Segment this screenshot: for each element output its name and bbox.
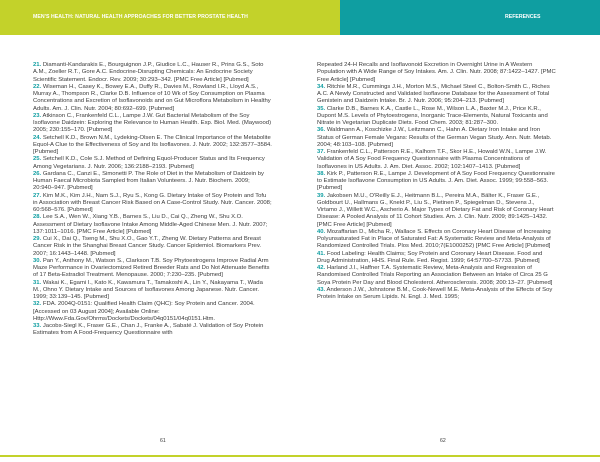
reference-entry: [33, 193, 272, 215]
reference-number: 22.: [33, 83, 42, 90]
references-right-column: [317, 62, 556, 301]
reference-entry: [317, 287, 556, 302]
reference-number: 42.: [317, 265, 326, 271]
reference-text: Gardana C., Canzi E., Simonetti P. The Role of Diet in the Metabolism of Daidzein by Human Faecal Microbiota Sampled from Italian Volunteers. J. Nutr. Biochem. 2009; 20:940–947. [Pubmed]: [33, 170, 264, 192]
reference-entry: [33, 156, 272, 171]
section-title: REFERENCES: [505, 14, 541, 20]
page-number-right: 62: [440, 438, 446, 444]
reference-text: Kim M.K., Kim J.H., Nam S.J., Ryu S., Kong G. Dietary Intake of Soy Protein and Tofu in Association with Breast Cancer Risk Based on A Case-Control Study. Nutr. Cancer. 2008; 60:568–576. [Pubmed]: [33, 192, 272, 213]
reference-entry: [33, 280, 272, 302]
reference-number: 27.: [33, 192, 42, 199]
reference-number: 31.: [33, 279, 42, 286]
reference-number: 41.: [317, 250, 326, 257]
footer-rule: [0, 455, 600, 457]
reference-text: Harland J.I., Haffner T.A. Systematic Review, Meta-Analysis and Regression of Randomised Controlled Trials Reporting an Association Between an Intake of Circa 25 G Soya Protein Per Day and Blood Cholesterol. Atherosclerosis. 2008; 200:13–27. [Pubmed]: [317, 265, 553, 286]
reference-entry: [33, 113, 272, 135]
reference-text: Cui X., Dai Q., Tseng M., Shu X.O., Gao Y.T., Zheng W. Dietary Patterns and Breast Cancer Risk in the Shanghai Breast Cancer Study. Cancer Epidemiol. Biomarkers Prev. 2007; 16:1443–1448. [Pubmed]: [33, 236, 261, 257]
reference-text: Anderson J.W., Johnstone B.M., Cook-Newell M.E. Meta-Analysis of the Effects of Soy Protein Intake on Serum Lipids. N. Engl. J. Med. 1995;: [317, 286, 553, 300]
references-left-column: [33, 62, 272, 338]
reference-number: 23.: [33, 112, 42, 119]
reference-entry: [33, 171, 272, 193]
reference-entry: [33, 258, 272, 280]
reference-number: 37.: [317, 149, 326, 155]
reference-entry: [317, 127, 556, 149]
reference-entry: [33, 236, 272, 258]
reference-entry: [33, 323, 272, 338]
reference-entry: [317, 171, 556, 193]
reference-entry: [33, 301, 272, 323]
reference-entry: [317, 229, 556, 251]
reference-text: Kirk P., Patterson R.E., Lampe J. Development of A Soy Food Frequency Questionnaire to Estimate Isoflavone Consumption in US Adults. J. Am. Diet. Assoc. 1999; 99:558–563. [Pubmed]: [317, 170, 555, 192]
reference-text: Waldmann A., Koschizke J.W., Leitzmann C., Hahn A. Dietary Iron Intake and Iron Status of German Female Vegans: Results of the German Vegan Study. Ann. Nutr. Metab. 2004; 48:103–108. [Pubmed]: [317, 127, 552, 148]
reference-entry: [317, 106, 556, 128]
reference-entry: [317, 265, 556, 287]
reference-number: 33.: [33, 323, 42, 329]
reference-text: Setchell K.D., Cole S.J. Method of Defining Equol-Producer Status and Its Frequency Among Vegetarians. J. Nutr. 2006; 136:2188–2193. [Pubmed]: [33, 156, 265, 170]
reference-entry: [33, 84, 272, 113]
reference-text: Jacobs-Siegl K., Fraser G.E., Chan J., Franke A., Sabaté J. Validation of Soy Protein Estimates from A Food-Frequency Questionnaire with: [33, 323, 264, 337]
reference-text: Pan Y., Anthony M., Watson S., Clarkson T.B. Soy Phytoestrogens Improve Radial Arm Maze Performance in Ovariectomized Retired Breeder Rats and Do Not Attenuate Benefits of 17 Beta-Estradiol Treatment. Menopause. 2000; 7:230–235. [Pubmed]: [33, 257, 270, 279]
reference-text: Mozaffarian D., Micha R., Wallace S. Effects on Coronary Heart Disease of Increasing Polyunsaturated Fat in Place of Saturated Fat: A Systematic Review and Meta-Analysis of Randomized Controlled Trials. Plos Med. 2010;7(E1000252) [PMC Free Article] [Pubmed]: [317, 228, 551, 250]
reference-number: 32.: [33, 301, 42, 308]
reference-number: 21.: [33, 62, 42, 68]
reference-text: Wakai K., Egami I., Kato K., Kawamura T., Tamakoshi A., Lin Y., Nakayama T., Wada M., Ohno Y. Dietary Intake and Sources of Isoflavones Among Japanese. Nutr. Cancer. 1999; 33:139–145. [Pubmed]: [33, 279, 263, 300]
reference-number: 30.: [33, 257, 42, 264]
reference-text: Atkinson C., Frankenfeld C.L., Lampe J.W. Gut Bacterial Metabolism of the Soy Isoflavone Daidzein: Exploring the Relevance to Human Health. Exp. Biol. Med. (Maywood) 2005; 230:155–170. [Pubmed]: [33, 112, 272, 134]
page-header: [0, 0, 600, 35]
reference-entry: [317, 251, 556, 266]
reference-text: Clarke D.B., Barnes K.A., Castle L., Rose M., Wilson L.A., Baxter M.J., Price K.R., Dupont M.S. Levels of Phytoestrogens, Inorganic Trace-Elements, Natural Toxicants and Nitrate in Vegetarian Duplicate Diets. Food Chem. 2003; 81:287–300.: [317, 105, 548, 126]
reference-number: 28.: [33, 214, 42, 221]
reference-number: 40.: [317, 228, 326, 235]
page-number-left: 61: [160, 438, 166, 444]
reference-number: 39.: [317, 192, 326, 199]
reference-entry: [317, 62, 556, 84]
reference-text: Diamanti-Kandarakis E., Bourguignon J.P., Giudice L.C., Hauser R., Prins G.S., Soto A.M., Zoeller R.T., Gore A.C. Endocrine-Disrupting Chemicals: An Endocrine Society Scientific Statement. Endocr. Rev. 2009; 30:293–342. [PMC Free Article] [Pubmed]: [33, 62, 264, 83]
reference-number: 43.: [317, 286, 326, 293]
reference-number: 24.: [33, 134, 42, 141]
header-right-band: [340, 0, 600, 35]
reference-text: Repeated 24-H Recalls and Isoflavonoid Excretion in Overnight Urine in A Western Population with A Wide Range of Soy Intakes. Am. J. Clin. Nutr. 2008; 87:1422–1427. [PMC Free Article] [Pubmed]: [317, 62, 556, 83]
reference-text: Food Labeling: Health Claims; Soy Protein and Coronary Heart Disease. Food and Drug Administration, HHS. Final Rule. Fed. Regist. 1999; 64:57700–57733. [Pubmed]: [317, 250, 543, 264]
reference-text: FDA. 2004Q-0151: Qualified Health Claim (QHC): Soy Protein and Cancer. 2004. [Accessed on 03 August 2004]; Available Online: Http://Www.Fda.Gov/Ohrms/Dockets/Dockets/04q0151/04q0151.Htm.: [33, 301, 255, 322]
reference-number: 35.: [317, 105, 326, 112]
header-left-band: [0, 0, 340, 35]
reference-number: 36.: [317, 127, 326, 134]
reference-text: Wiseman H., Casey K., Bowey E.A., Duffy R., Davies M., Rowland I.R., Lloyd A.S., Murray A., Thompson R., Clarke D.B. Influence of 10 Wk of Soy Consumption on Plasma Concentrations and Excretion of Isoflavonoids and on Gut Microflora Metabolism in Healthy Adults. Am. J. Clin. Nutr. 2004; 80:692–699. [Pubmed]: [33, 83, 271, 112]
reference-entry: [317, 84, 556, 106]
reference-number: 38.: [317, 170, 326, 177]
reference-entry: [317, 193, 556, 229]
reference-number: 25.: [33, 156, 42, 163]
reference-entry: [317, 149, 556, 171]
reference-number: 29.: [33, 236, 42, 242]
reference-text: Lee S.A., Wen W., Xiang Y.B., Barnes S., Liu D., Cai Q., Zheng W., Shu X.O. Assessment of Dietary Isoflavone Intake Among Middle-Aged Chinese Men. J. Nutr. 2007; 137:1011–1016. [PMC Free Article] [Pubmed]: [33, 214, 268, 235]
reference-text: Frankenfeld C.L., Patterson R.E., Kalhorn T.F., Skor H.E., Howald W.N., Lampe J.W. Validation of A Soy Food Frequency Questionnaire with Plasma Concentrations of Isoflavones in US Adults. J. Am. Diet. Assoc. 2002; 102:1407–1413. [Pubmed]: [317, 149, 547, 170]
reference-entry: [33, 62, 272, 84]
reference-text: Jakobsen M.U., O'Reilly E.J., Heitmann B.L., Pereira M.A., Bälter K., Fraser G.E., Goldbourt U., Hallmans G., Knekt P., Liu S., Pietinen P., Spiegelman D., Stevens J., Virtamo J., Willett W.C., Ascherio A. Major Types of Dietary Fat and Risk of Coronary Heart Disease: A Pooled Analysis of 11 Cohort Studies. Am. J. Clin. Nutr. 2009; 89:1425–1432. [PMC Free Article] [Pubmed]: [317, 192, 554, 228]
reference-number: 26.: [33, 170, 42, 177]
running-title: MEN'S HEALTH: NATURAL HEALTH APPROACHES FOR BETTER PROSTATE HEALTH: [33, 14, 248, 20]
reference-number: 34.: [317, 83, 326, 90]
reference-text: Setchell K.D., Brown N.M., Lydeking-Olsen E. The Clinical Importance of the Metabolite Equol-A Clue to the Effectiveness of Soy and Its Isoflavones. J. Nutr. 2002; 132:3577–3584. [Pubmed]: [33, 134, 272, 155]
reference-text: Ritchie M.R., Cummings J.H., Morton M.S., Michael Steel C., Bolton-Smith C., Riches A.C. A Newly Constructed and Validated Isoflavone Database for the Assessment of Total Genistein and Daidzein Intake. Br. J. Nutr. 2006; 95:204–213. [Pubmed]: [317, 83, 550, 105]
reference-entry: [33, 214, 272, 236]
reference-entry: [33, 135, 272, 157]
